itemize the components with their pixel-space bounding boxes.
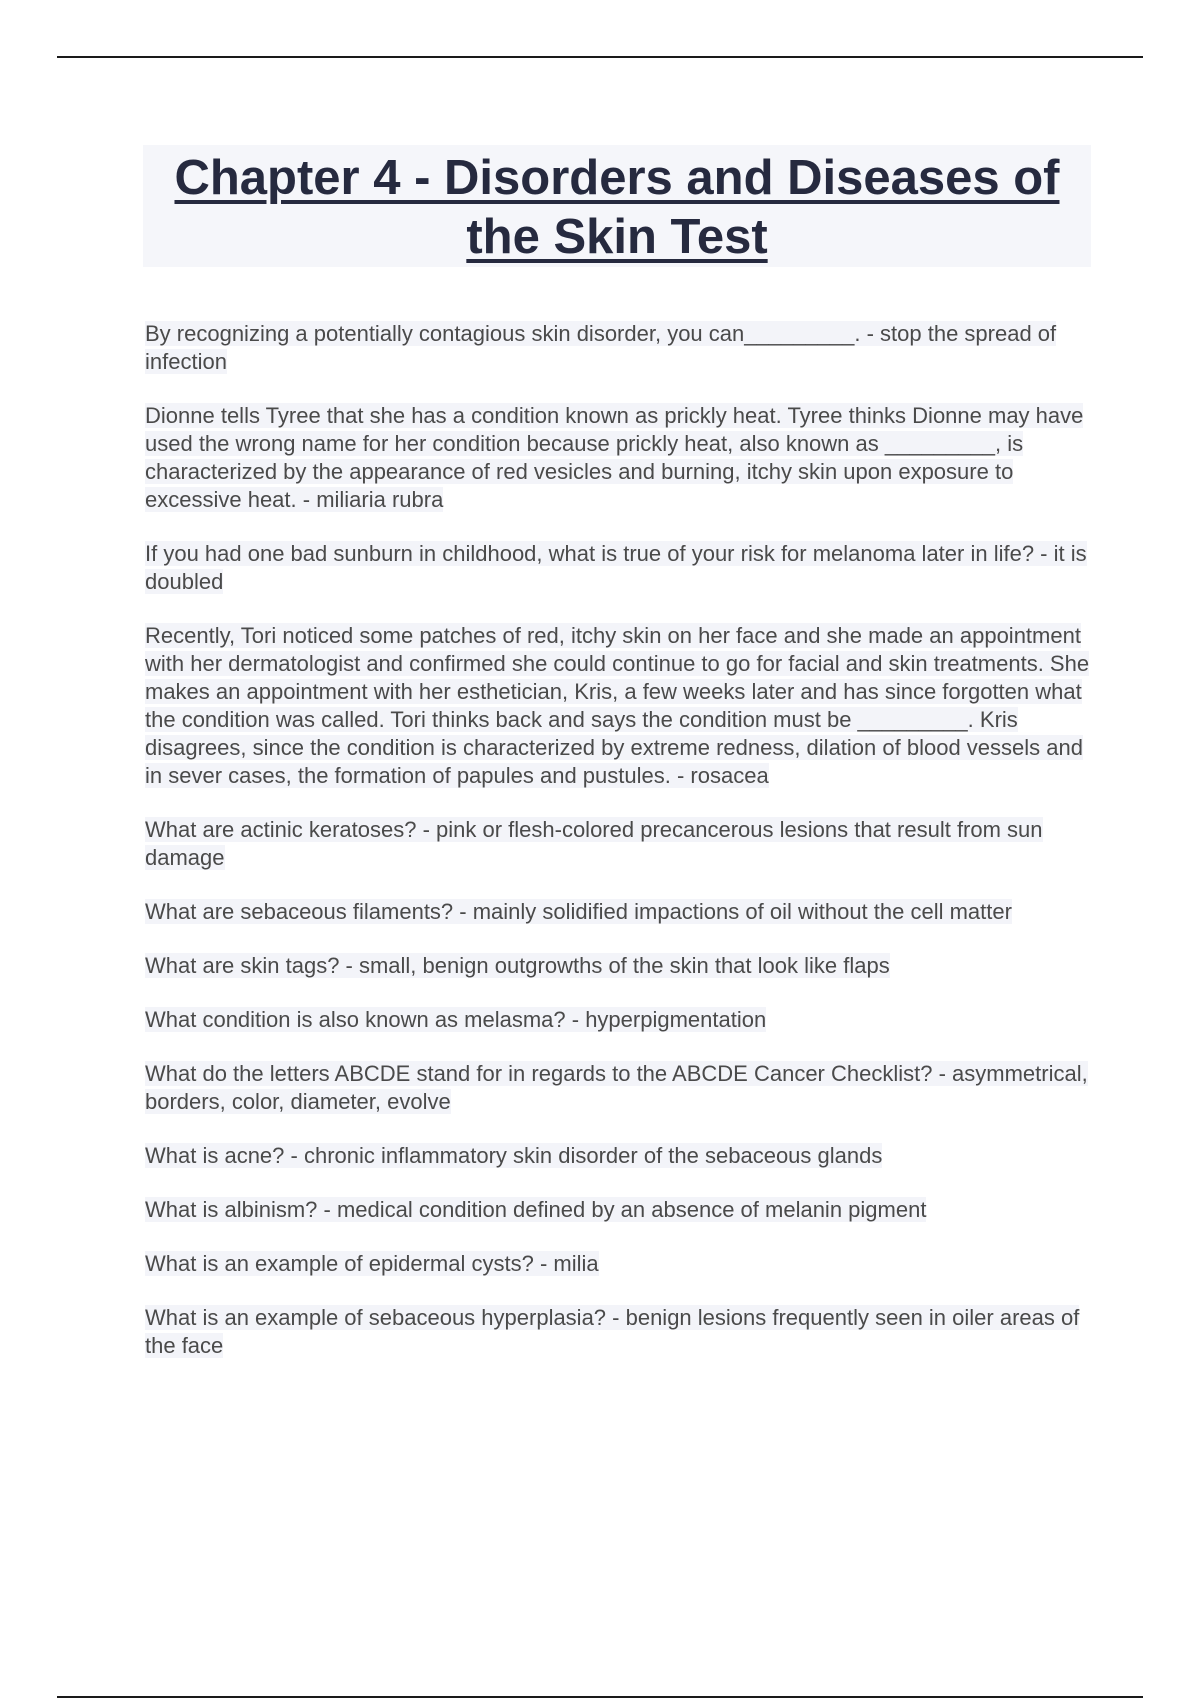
qa-item: [145, 1304, 1095, 1360]
top-rule: [57, 56, 1143, 58]
qa-item: [145, 540, 1095, 596]
qa-item: [145, 898, 1095, 926]
bottom-rule: [57, 1696, 1143, 1698]
title-band: [143, 145, 1091, 267]
qa-item: [145, 1250, 1095, 1278]
qa-text: What condition is also known as melasma? - hyperpigmentation: [145, 1007, 767, 1032]
qa-item: [145, 1196, 1095, 1224]
qa-text: What are actinic keratoses? - pink or flesh-colored precancerous lesions that result from sun damage: [145, 817, 1043, 870]
qa-text: What do the letters ABCDE stand for in regards to the ABCDE Cancer Checklist? - asymmetrical, borders, color, diameter, evolve: [145, 1061, 1088, 1114]
page-title: Chapter 4 - Disorders and Diseases of the Skin Test: [174, 151, 1060, 264]
qa-item: [145, 952, 1095, 980]
qa-text: What is an example of sebaceous hyperplasia? - benign lesions frequently seen in oiler areas of the face: [145, 1305, 1080, 1358]
qa-text: What are sebaceous filaments? - mainly solidified impactions of oil without the cell matter: [145, 899, 1012, 924]
qa-text: What is an example of epidermal cysts? - milia: [145, 1251, 599, 1276]
qa-item: [145, 622, 1095, 790]
qa-list: [145, 320, 1095, 1386]
qa-text: What are skin tags? - small, benign outgrowths of the skin that look like flaps: [145, 953, 890, 978]
qa-text: What is albinism? - medical condition defined by an absence of melanin pigment: [145, 1197, 927, 1222]
qa-text: Dionne tells Tyree that she has a condition known as prickly heat. Tyree thinks Dionne may have used the wrong name for her condition because prickly heat, also known as _________, is characterized by the appearance of red vesicles and burning, itchy skin upon exposure to excessive heat. - miliaria rubra: [145, 403, 1084, 512]
qa-text: Recently, Tori noticed some patches of red, itchy skin on her face and she made an appointment with her dermatologist and confirmed she could continue to go for facial and skin treatments. She makes an appointment with her esthetician, Kris, a few weeks later and has since forgotten what the condition was called. Tori thinks back and says the condition must be _________. Kris disagrees, since the condition is characterized by extreme redness, dilation of blood vessels and in sever cases, the formation of papules and pustules. - rosacea: [145, 623, 1090, 788]
qa-text: If you had one bad sunburn in childhood, what is true of your risk for melanoma later in life? - it is doubled: [145, 541, 1087, 594]
qa-item: [145, 1142, 1095, 1170]
qa-item: [145, 320, 1095, 376]
qa-item: [145, 1006, 1095, 1034]
qa-text: By recognizing a potentially contagious skin disorder, you can_________. - stop the spread of infection: [145, 321, 1057, 374]
qa-text: What is acne? - chronic inflammatory skin disorder of the sebaceous glands: [145, 1143, 883, 1168]
qa-item: [145, 1060, 1095, 1116]
qa-item: [145, 402, 1095, 514]
qa-item: [145, 816, 1095, 872]
